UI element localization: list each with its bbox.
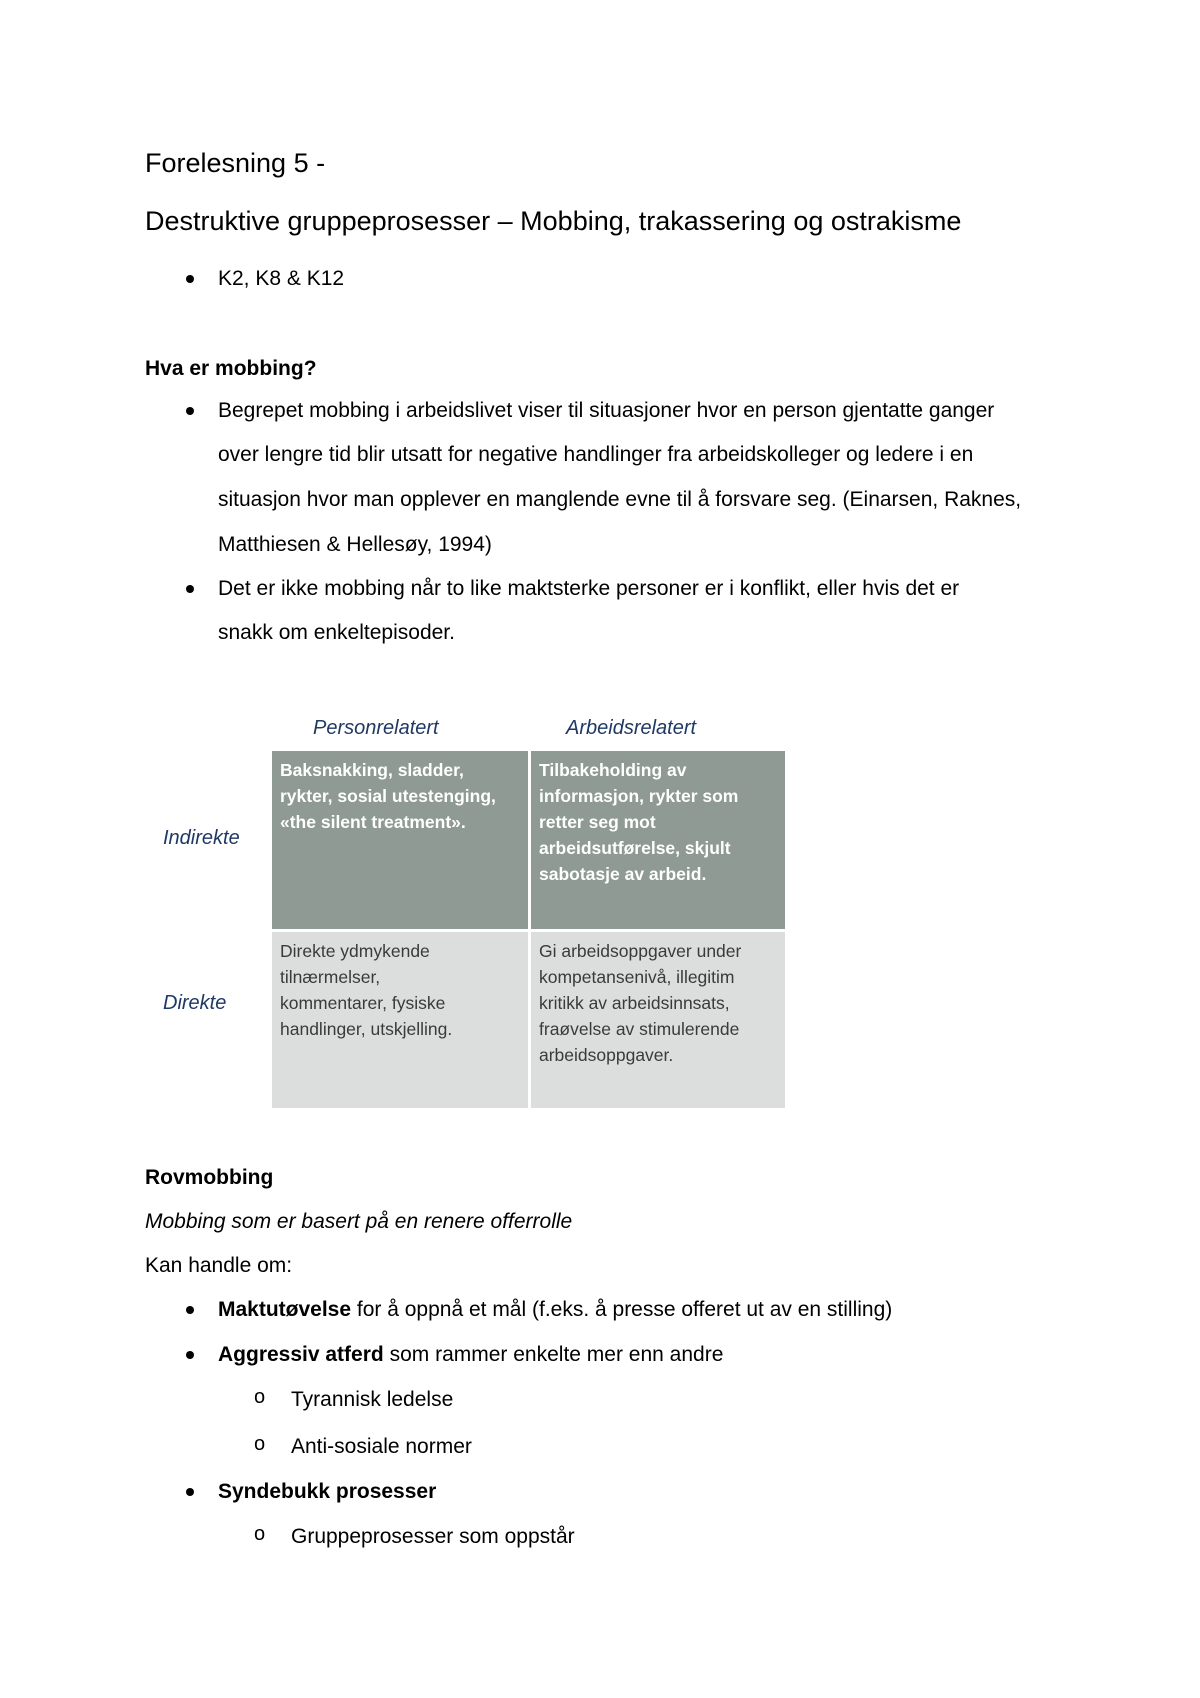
- cell-line: Direkte ydmykende: [280, 941, 430, 961]
- cell-line: kommentarer, fysiske: [280, 993, 446, 1013]
- circle-bullet-icon: o: [254, 1386, 266, 1408]
- cell-line: kritikk av arbeidsinnsats,: [539, 993, 730, 1013]
- cell-line: kompetansenivå, illegitim: [539, 967, 735, 987]
- item-text: for å oppnå et mål (f.eks. å presse offeret ut av en stilling): [351, 1298, 893, 1321]
- item-term: Syndebukk prosesser: [218, 1480, 437, 1503]
- column-header: Personrelatert: [313, 717, 439, 739]
- bullet-icon: [186, 1488, 194, 1496]
- bullet-icon: [186, 1306, 194, 1314]
- circle-bullet-icon: o: [254, 1433, 266, 1455]
- definition-line: Matthiesen & Hellesøy, 1994): [218, 533, 492, 556]
- page-title: Forelesning 5 -: [145, 148, 326, 178]
- exception-line: snakk om enkeltepisoder.: [218, 621, 455, 644]
- sub-list-item: Anti-sosiale normer: [291, 1435, 472, 1458]
- item-term: Maktutøvelse: [218, 1298, 352, 1321]
- cell-indirect-person: [272, 751, 528, 929]
- bullet-icon: [186, 1351, 194, 1359]
- cell-line: Tilbakeholding av: [539, 760, 687, 780]
- cell-line: Baksnakking, sladder,: [280, 760, 464, 780]
- cell-line: sabotasje av arbeid.: [539, 864, 707, 884]
- cell-direct-person: [272, 932, 528, 1108]
- cell-line: handlinger, utskjelling.: [280, 1019, 453, 1039]
- cell-line: retter seg mot: [539, 812, 656, 832]
- cell-line: arbeidsoppgaver.: [539, 1045, 674, 1065]
- list-item: [218, 1343, 723, 1367]
- cell-direct-work: [531, 932, 785, 1108]
- column-header: Arbeidsrelatert: [566, 717, 697, 739]
- definition-line: Begrepet mobbing i arbeidslivet viser til situasjoner hvor en person gjentatte ganger: [218, 399, 995, 422]
- cell-line: informasjon, rykter som: [539, 786, 739, 806]
- cell-line: fraøvelse av stimulerende: [539, 1019, 740, 1039]
- row-header: Direkte: [163, 992, 227, 1014]
- row-header: Indirekte: [163, 827, 240, 849]
- cell-line: rykter, sosial utestenging,: [280, 786, 496, 806]
- item-text: som rammer enkelte mer enn andre: [383, 1343, 724, 1366]
- intro-text: Kan handle om:: [145, 1254, 293, 1277]
- circle-bullet-icon: o: [254, 1523, 266, 1545]
- cell-line: «the silent treatment».: [280, 812, 466, 832]
- bullet-icon: [186, 585, 194, 593]
- course-refs: K2, K8 & K12: [218, 267, 345, 290]
- cell-line: Gi arbeidsoppgaver under: [539, 941, 742, 961]
- definition-line: situasjon hvor man opplever en manglende evne til å forsvare seg. (Einarsen, Raknes,: [218, 488, 1022, 511]
- cell-indirect-work: [531, 751, 785, 929]
- page-subtitle: Destruktive gruppeprosesser – Mobbing, trakassering og ostrakisme: [145, 206, 962, 236]
- list-item: [218, 1298, 892, 1322]
- section-heading: Hva er mobbing?: [145, 357, 317, 380]
- sub-list-item: Gruppeprosesser som oppstår: [291, 1525, 575, 1548]
- section-heading: Rovmobbing: [145, 1166, 274, 1189]
- bullet-icon: [186, 407, 194, 415]
- sub-list-item: Tyrannisk ledelse: [291, 1388, 454, 1411]
- section-subtitle: Mobbing som er basert på en renere offerrolle: [145, 1210, 573, 1233]
- exception-line: Det er ikke mobbing når to like maktsterke personer er i konflikt, eller hvis det er: [218, 577, 960, 600]
- list-item: [218, 1480, 436, 1504]
- bullet-icon: [186, 275, 194, 283]
- cell-line: tilnærmelser,: [280, 967, 381, 987]
- item-term: Aggressiv atferd: [218, 1343, 384, 1366]
- cell-line: arbeidsutførelse, skjult: [539, 838, 731, 858]
- definition-line: over lengre tid blir utsatt for negative handlinger fra arbeidskolleger og ledere i en: [218, 443, 974, 466]
